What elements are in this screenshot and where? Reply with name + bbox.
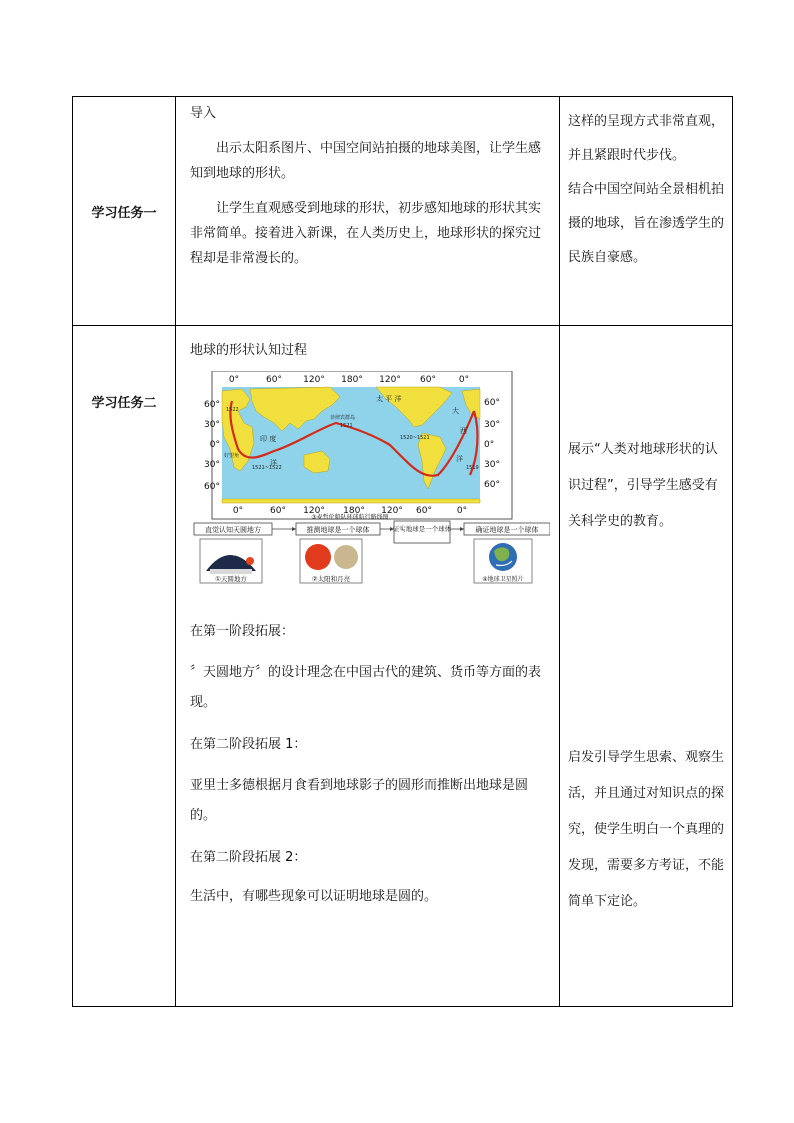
stage-label: 推测地球是一个球体	[306, 526, 370, 534]
tick-label: 60°	[266, 375, 282, 385]
task-label: 学习任务一	[91, 205, 157, 221]
tick-label: 0°	[228, 375, 240, 385]
ocean-label: 西	[460, 427, 467, 435]
teaching-note: 这样的呈现方式非常直观，并且紧跟时代步伐。	[568, 114, 725, 163]
sun-icon	[246, 557, 254, 565]
picture-tianyuan	[200, 539, 262, 583]
tick-label: 60°	[416, 506, 432, 516]
teaching-note: 展示“人类对地球形状的认识过程”，引导学生感受有关科学史的教育。	[568, 442, 718, 529]
ocean-label: 印 度	[260, 435, 277, 443]
task-row-1	[73, 97, 733, 326]
ground-square-icon	[210, 569, 252, 574]
tick-label: 120°	[303, 506, 325, 516]
tick-label: 180°	[341, 375, 363, 385]
ocean-label: 洋	[456, 455, 463, 463]
tick-label: 0°	[484, 440, 495, 450]
tick-label: 60°	[204, 400, 220, 410]
extension-heading: 在第二阶段拓展 1：	[190, 737, 307, 752]
extension-text: 亚里士多德根据月食看到地球影子的圆形而推断出地球是圆的。	[190, 778, 529, 823]
tick-label: 120°	[381, 506, 403, 516]
extension-heading: 在第一阶段拓展：	[190, 624, 295, 639]
note-cell	[560, 97, 733, 326]
section-heading: 导入	[190, 106, 217, 121]
task-label: 学习任务二	[91, 396, 157, 411]
paragraph: 出示太阳系图片、中国空间站拍摄的地球美图，让学生感知到地球的形状。	[190, 141, 542, 181]
teaching-note: 结合中国空间站全景相机拍摄的地球，旨在渗透学生的民族自豪感。	[568, 182, 725, 265]
picture-sun-moon	[300, 539, 362, 583]
picture-satellite-earth	[474, 539, 532, 583]
map-label: 1521~1522	[252, 465, 282, 471]
tick-label: 30°	[204, 460, 220, 470]
content-cell	[176, 326, 560, 1007]
task-row-2	[73, 326, 733, 1007]
map-label: 1521	[340, 423, 353, 429]
tick-label: 0°	[232, 506, 244, 516]
ocean-label: 太 平 洋	[376, 395, 402, 403]
tick-label: 180°	[343, 506, 365, 516]
earth-shape-figure	[190, 371, 550, 589]
picture-caption: ①天圆地方	[215, 575, 247, 583]
picture-caption: ②太阳和月亮	[311, 575, 351, 583]
stage-label: 直觉认知天圆地方	[205, 526, 261, 534]
content-cell	[176, 97, 560, 326]
stage-label: 证实地球是一个球体	[392, 525, 452, 533]
arrow-head-icon	[292, 527, 296, 531]
tick-label: 120°	[379, 375, 401, 385]
picture-caption: ④地球卫星照片	[482, 576, 524, 583]
tick-label: 30°	[204, 420, 220, 430]
tick-label: 60°	[484, 480, 500, 490]
figure-svg	[190, 371, 550, 589]
map-caption: ③麦哲伦船队环球航行路线图	[311, 514, 389, 521]
extension-text: 〞天圆地方〞的设计理念在中国古代的建筑、货币等方面的表现。	[190, 665, 542, 710]
tick-label: 60°	[420, 375, 436, 385]
tick-label: 0°	[458, 375, 470, 385]
tick-label: 30°	[484, 460, 500, 470]
map-label: 1522	[226, 407, 239, 413]
map-label: 1520~1521	[400, 435, 430, 441]
continent-antarctica	[222, 499, 480, 503]
ocean-label: 大	[452, 407, 459, 415]
ocean-label: 洋	[270, 459, 277, 467]
map-label: 1519	[466, 465, 479, 471]
extension-text: 生活中，有哪些现象可以证明地球是圆的。	[190, 889, 438, 904]
stage-label: 确证地球是一个球体	[475, 526, 539, 534]
tick-label: 120°	[303, 375, 325, 385]
tick-label: 30°	[484, 420, 500, 430]
task-label-cell	[73, 326, 176, 1007]
tick-label: 0°	[456, 506, 468, 516]
lesson-plan-table	[72, 96, 733, 1007]
tick-label: 60°	[204, 482, 220, 492]
tick-label: 60°	[484, 398, 500, 408]
sun-icon	[305, 544, 331, 570]
note-cell	[560, 326, 733, 1007]
task-label-cell	[73, 97, 176, 326]
section-heading: 地球的形状认知过程	[190, 343, 308, 358]
tick-label: 0°	[209, 440, 220, 450]
extension-heading: 在第二阶段拓展 2：	[190, 850, 307, 865]
paragraph: 让学生直观感受到地球的形状，初步感知地球的形状其实非常简单。接着进入新课，在人类历史上，地球形状的探究过程却是非常漫长的。	[190, 201, 542, 266]
map-label: 好望角	[224, 453, 240, 459]
arrow-head-icon	[460, 527, 464, 531]
tick-label: 60°	[270, 506, 286, 516]
moon-icon	[334, 545, 358, 569]
map-label: 菲律宾群岛	[330, 415, 356, 421]
teaching-note: 启发引导学生思索、观察生活，并且通过对知识点的探究，使学生明白一个真理的发现，需要多方考证，不能简单下定论。	[568, 750, 725, 909]
